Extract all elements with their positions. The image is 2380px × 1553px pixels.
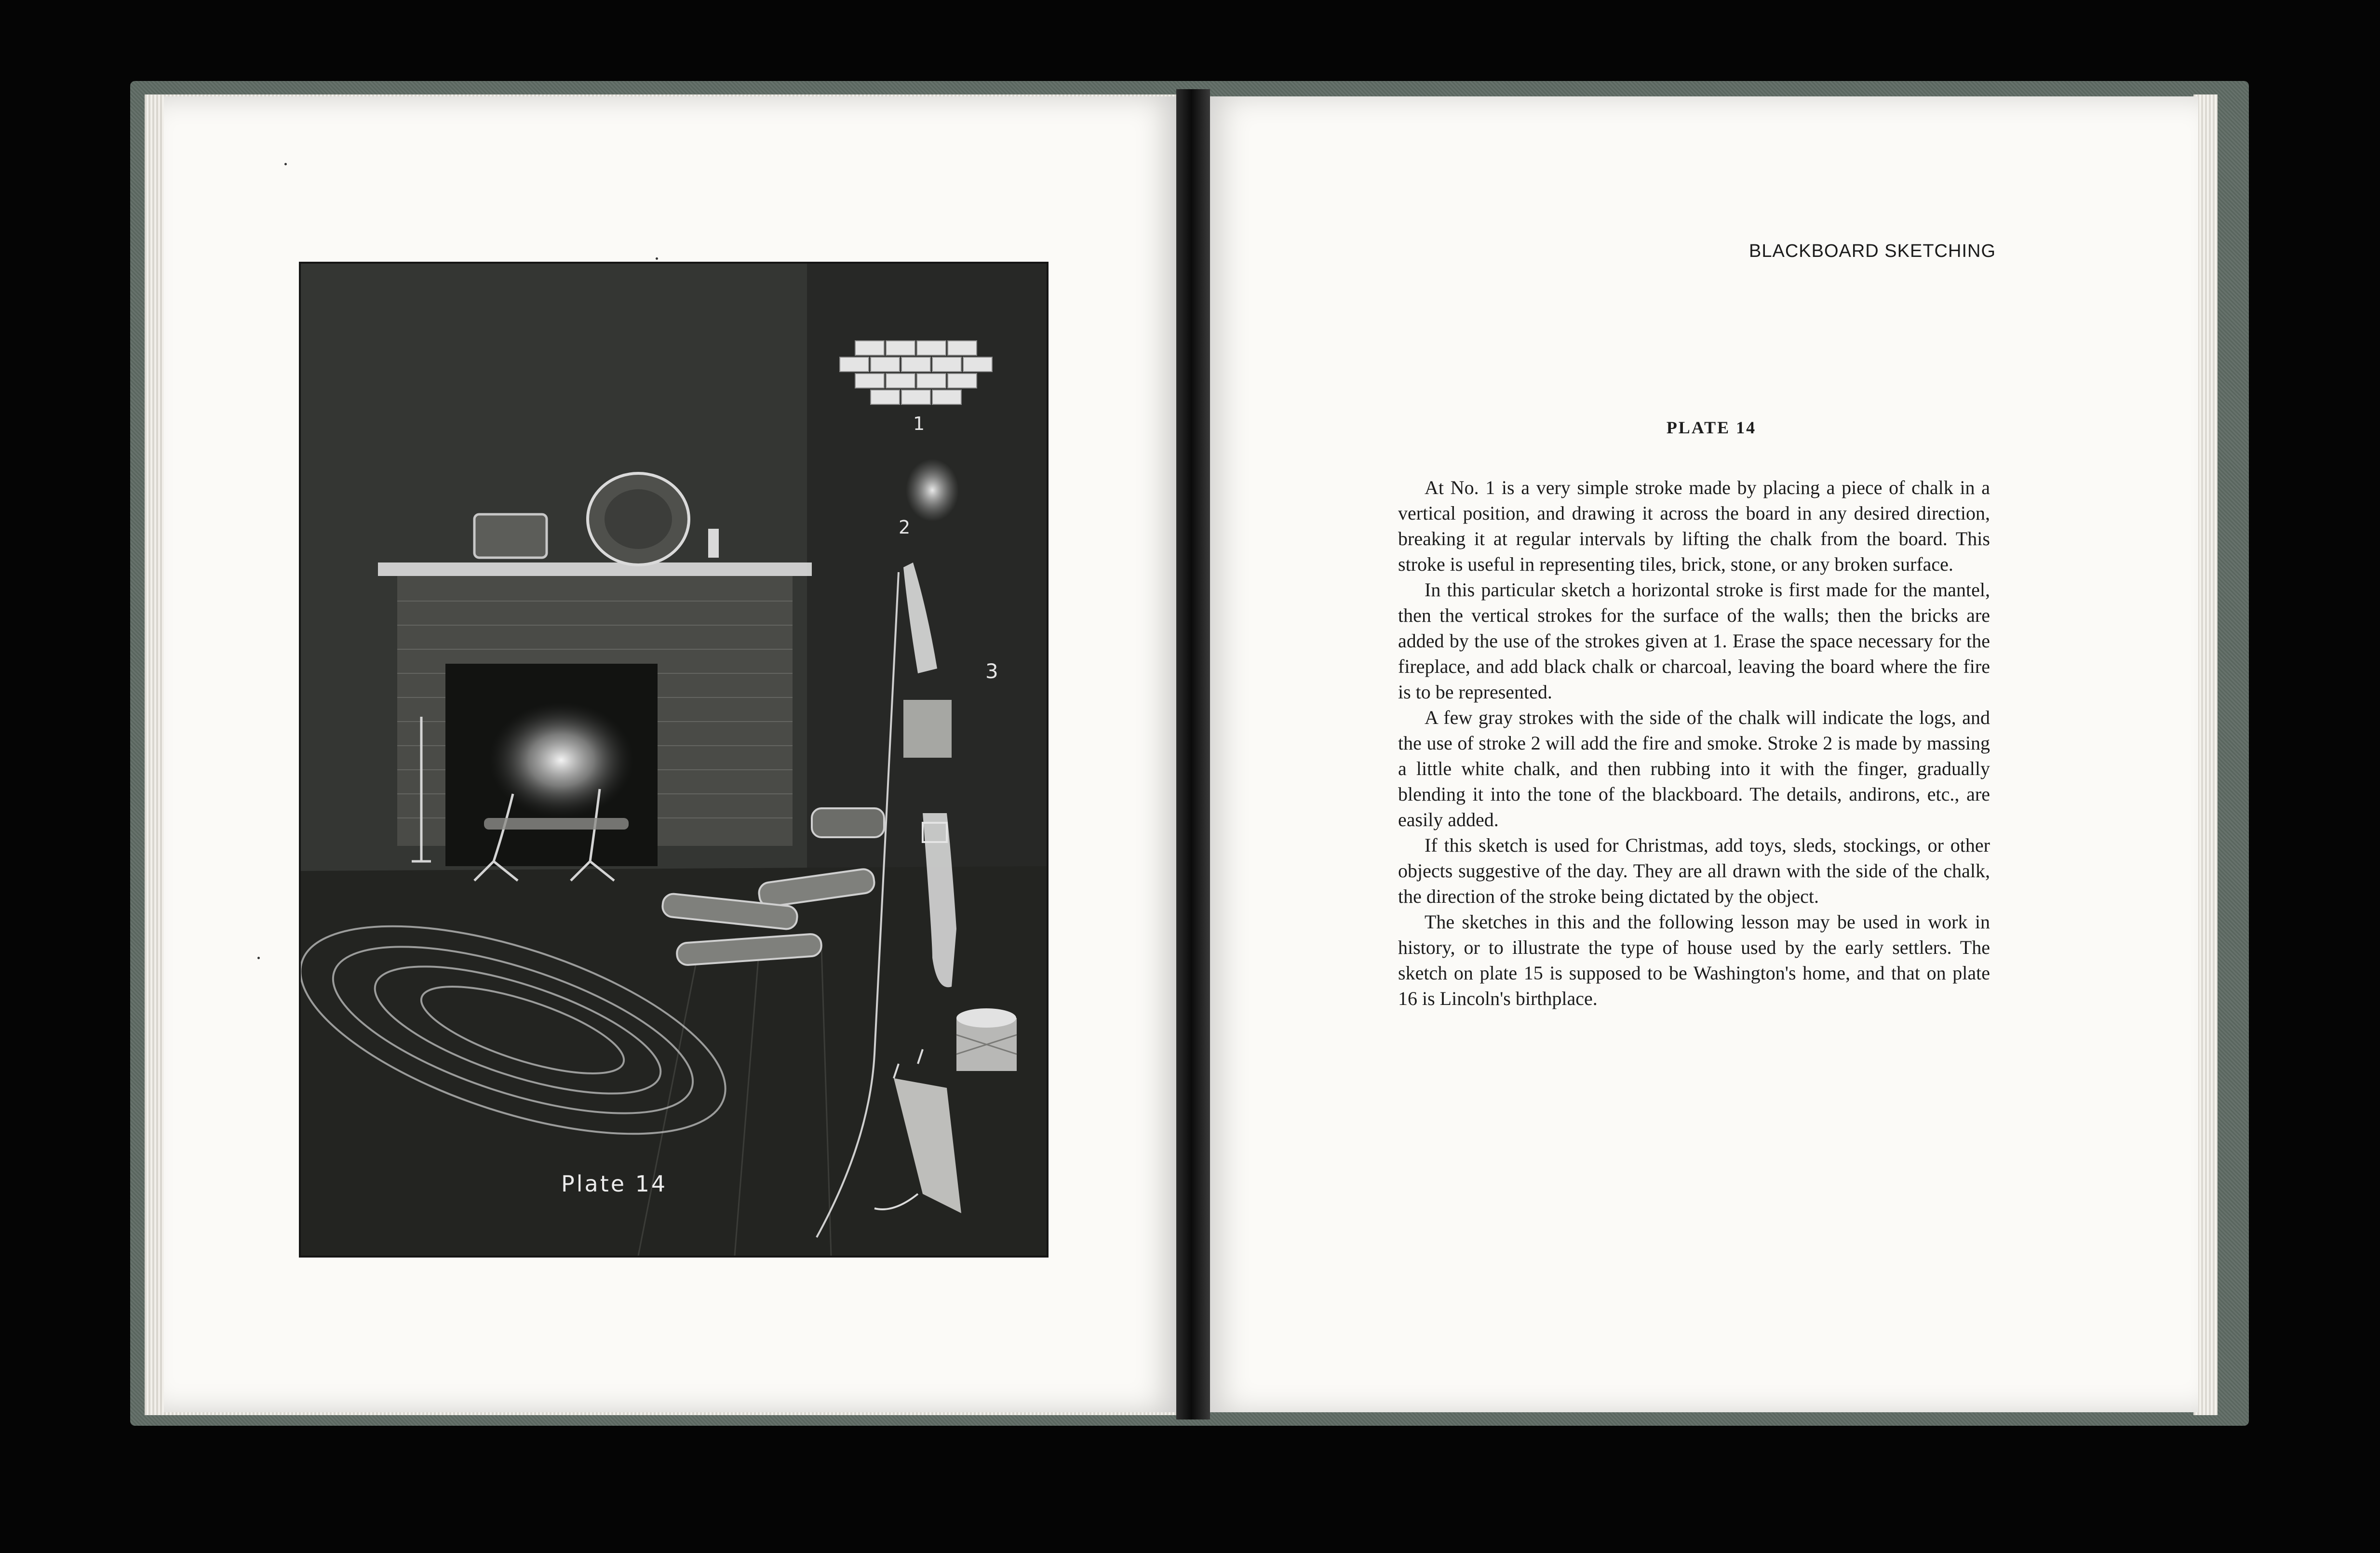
body-text (1398, 475, 1990, 1011)
paragraph: If this sketch is used for Christmas, add toys, sleds, stockings, or other objects suggestive of the day. They are all drawn with the side of the chalk, the direction of the stroke being dictated by the object. (1398, 834, 1990, 907)
paragraph: At No. 1 is a very simple stroke made by placing a piece of chalk in a vertical position, and drawing it across the board in any desired direction, breaking it at regular intervals by lifting the chalk from the board. This stroke is useful in representing tiles, brick, stone, or any broken surface. (1398, 477, 1990, 575)
stroke-2-smoke (906, 459, 959, 522)
fireplace-sketch (301, 264, 1047, 1256)
paragraph: The sketches in this and the following lesson may be used in work in history, or to illustrate the type of house used by the early settlers. The sketch on plate 15 is supposed to be Washington's home, and that on plate 16 is Lincoln's birthplace. (1398, 911, 1990, 1009)
plate-illustration (299, 262, 1049, 1258)
plate-label: Plate 14 (561, 1171, 668, 1197)
book-gutter (1176, 89, 1210, 1419)
paragraph: In this particular sketch a horizontal stroke is first made for the mantel, then the vertical strokes for the surface of the walls; then the bricks are added by the use of the strokes given at 1. Erase the space necessary for the fireplace, and add black chalk or charcoal, leaving the board where the fire is to be represented. (1398, 579, 1990, 703)
plate-title: PLATE 14 (1666, 418, 1757, 437)
page-mark (257, 957, 260, 959)
paragraph: A few gray strokes with the side of the chalk will indicate the logs, and the use of stroke 2 will add the fire and smoke. Stroke 2 is made by massing a little white chalk, and then rubbing into it with the finger, gradually blending it into the tone of the blackboard. The details, andirons, etc., are easily added. (1398, 707, 1990, 830)
stroke-number-1: 1 (913, 413, 925, 434)
stroke-number-2: 2 (899, 517, 911, 538)
stroke-number-3: 3 (985, 659, 998, 683)
drum (956, 1008, 1017, 1071)
page-mark (284, 163, 287, 165)
running-head: BLACKBOARD SKETCHING (1749, 241, 1996, 261)
page-mark (656, 257, 658, 260)
